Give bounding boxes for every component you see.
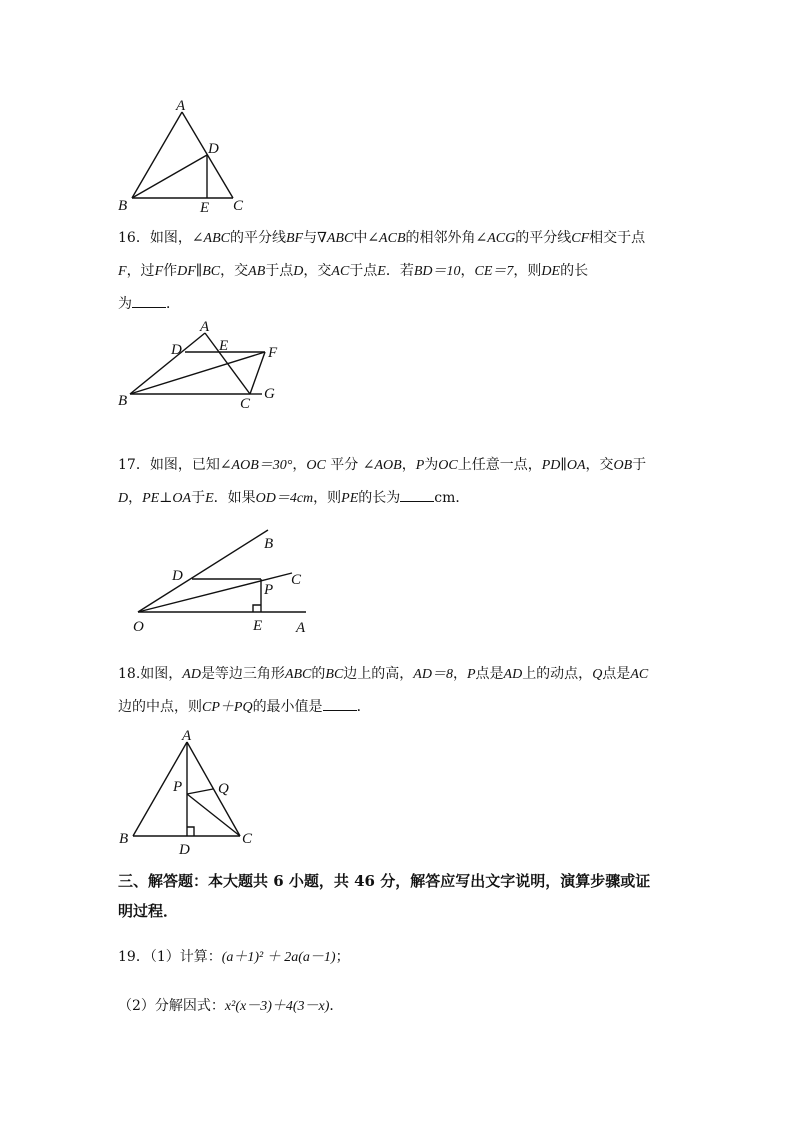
label-D: D — [179, 842, 190, 858]
text: ，交 — [303, 263, 332, 279]
math: OB — [613, 458, 633, 473]
math: F — [118, 264, 127, 279]
label-E: E — [219, 338, 229, 354]
label-Q: Q — [218, 781, 229, 797]
math: Q — [592, 667, 603, 682]
text: ； — [335, 949, 350, 965]
text: 平分 — [325, 457, 363, 473]
math: OD＝4cm — [255, 491, 314, 506]
text: 点是 — [602, 666, 631, 682]
math: AB — [248, 264, 266, 279]
math: ∠AOB＝30° — [219, 458, 293, 473]
label-A: A — [182, 728, 192, 744]
label-G: G — [264, 386, 275, 402]
text: 16．如图， — [118, 230, 192, 246]
label-D: D — [208, 141, 219, 157]
text: 为 — [118, 296, 132, 312]
text: ， — [292, 457, 307, 473]
math: AC — [630, 667, 649, 682]
math: ABC — [284, 667, 312, 682]
text: 中 — [353, 230, 368, 246]
text: （2）分解因式： — [118, 998, 225, 1014]
math: CP＋PQ — [202, 700, 253, 715]
math: BC — [325, 667, 344, 682]
math: P — [415, 458, 425, 473]
text: ，交 — [585, 457, 614, 473]
label-O: O — [133, 619, 144, 635]
text: ．如果 — [213, 490, 256, 506]
math: ∠AOB — [362, 458, 402, 473]
math: D — [118, 491, 129, 506]
math: E — [377, 264, 386, 279]
math: AD＝8 — [413, 667, 453, 682]
text: 于 — [191, 490, 206, 506]
math: PD∥OA — [541, 458, 586, 473]
math: DF∥BC — [177, 264, 221, 279]
math: DE — [541, 264, 561, 279]
text: 作 — [163, 263, 178, 279]
label-D: D — [172, 568, 183, 584]
text: ， — [460, 263, 475, 279]
math: OC — [306, 458, 326, 473]
text: 上的动点， — [522, 666, 593, 682]
label-F: F — [268, 345, 278, 361]
figure-lines — [138, 530, 306, 612]
text: ． — [329, 998, 344, 1014]
text: ，则 — [513, 263, 542, 279]
text: 是等边三角形 — [200, 666, 285, 682]
text: cm． — [434, 490, 470, 506]
math: PE — [341, 491, 359, 506]
text: 的长 — [560, 263, 589, 279]
label-B: B — [118, 393, 128, 409]
math: OC — [438, 458, 458, 473]
text: 明过程． — [118, 902, 179, 920]
math: P — [466, 667, 476, 682]
label-D: D — [171, 342, 182, 358]
math: ∠ABC — [191, 231, 230, 246]
label-B: B — [119, 831, 129, 847]
text: 的 — [311, 666, 326, 682]
math: ∠ACG — [475, 231, 516, 246]
label-A: A — [296, 620, 306, 636]
math: PE⊥OA — [142, 491, 192, 506]
label-C: C — [291, 572, 302, 588]
section-heading — [118, 866, 688, 926]
figure-q16 — [0, 310, 794, 420]
answer-blank — [400, 487, 434, 502]
text: 三、解答题：本大题共 6 小题，共 46 分，解答应写出文字说明，演算步骤或证 — [118, 872, 651, 890]
label-E: E — [253, 618, 263, 634]
label-B: B — [118, 198, 128, 214]
math: CF — [571, 231, 590, 246]
label-C: C — [240, 396, 251, 412]
text: 的平分线 — [230, 230, 286, 246]
math: CE＝7 — [474, 264, 514, 279]
figure-q17 — [0, 520, 794, 645]
text: ， — [401, 457, 416, 473]
text: ，则 — [313, 490, 342, 506]
label-A: A — [200, 319, 210, 335]
question-18 — [118, 658, 678, 724]
text: 为 — [424, 457, 439, 473]
figure-q15 — [0, 0, 794, 220]
text: 与 — [303, 230, 318, 246]
text: ，交 — [220, 263, 249, 279]
math: ∇ABC — [317, 231, 354, 246]
figure-lines — [130, 333, 265, 394]
math: ∠ACB — [367, 231, 406, 246]
math: x²(x－3)＋4(3－x) — [224, 999, 330, 1014]
text: 于点 — [265, 263, 294, 279]
figure-q18 — [0, 720, 794, 860]
label-C: C — [242, 831, 253, 847]
text: ， — [452, 666, 467, 682]
math: AD — [182, 667, 201, 682]
answer-blank — [323, 696, 357, 711]
text: 的平分线 — [515, 230, 572, 246]
text: 点是 — [475, 666, 504, 682]
label-P: P — [173, 779, 183, 795]
text: ， — [128, 490, 143, 506]
text: 边的中点，则 — [118, 699, 202, 715]
text: 于 — [632, 457, 647, 473]
math: BD＝10 — [413, 264, 461, 279]
math: AD — [503, 667, 523, 682]
math: F — [154, 264, 164, 279]
math: E — [205, 491, 214, 506]
answer-blank — [132, 293, 166, 308]
text: 相交于点 — [589, 230, 646, 246]
label-E: E — [200, 200, 210, 216]
label-C: C — [233, 198, 244, 214]
text: 19．（1）计算： — [118, 949, 222, 965]
label-B: B — [264, 536, 274, 552]
text: 18.如图， — [118, 666, 183, 682]
text: ，过 — [126, 263, 155, 279]
math: (a＋1)² ＋ 2a(a－1) — [221, 950, 336, 965]
text: ． — [166, 296, 180, 312]
math: BF — [286, 231, 304, 246]
text: 边上的高， — [343, 666, 414, 682]
text: 的相邻外角 — [405, 230, 476, 246]
text: 17．如图，已知 — [118, 457, 220, 473]
label-A: A — [176, 98, 186, 114]
question-19 — [118, 933, 678, 1031]
math: D — [293, 264, 304, 279]
text: ．若 — [385, 263, 414, 279]
label-P: P — [264, 582, 274, 598]
question-16 — [118, 222, 678, 320]
text: 的长为 — [358, 490, 401, 506]
text: 上任意一点， — [457, 457, 542, 473]
text: 于点 — [349, 263, 378, 279]
math: AC — [331, 264, 350, 279]
text: ． — [356, 699, 371, 715]
text: 的最小值是 — [252, 699, 323, 715]
question-17 — [118, 449, 678, 515]
